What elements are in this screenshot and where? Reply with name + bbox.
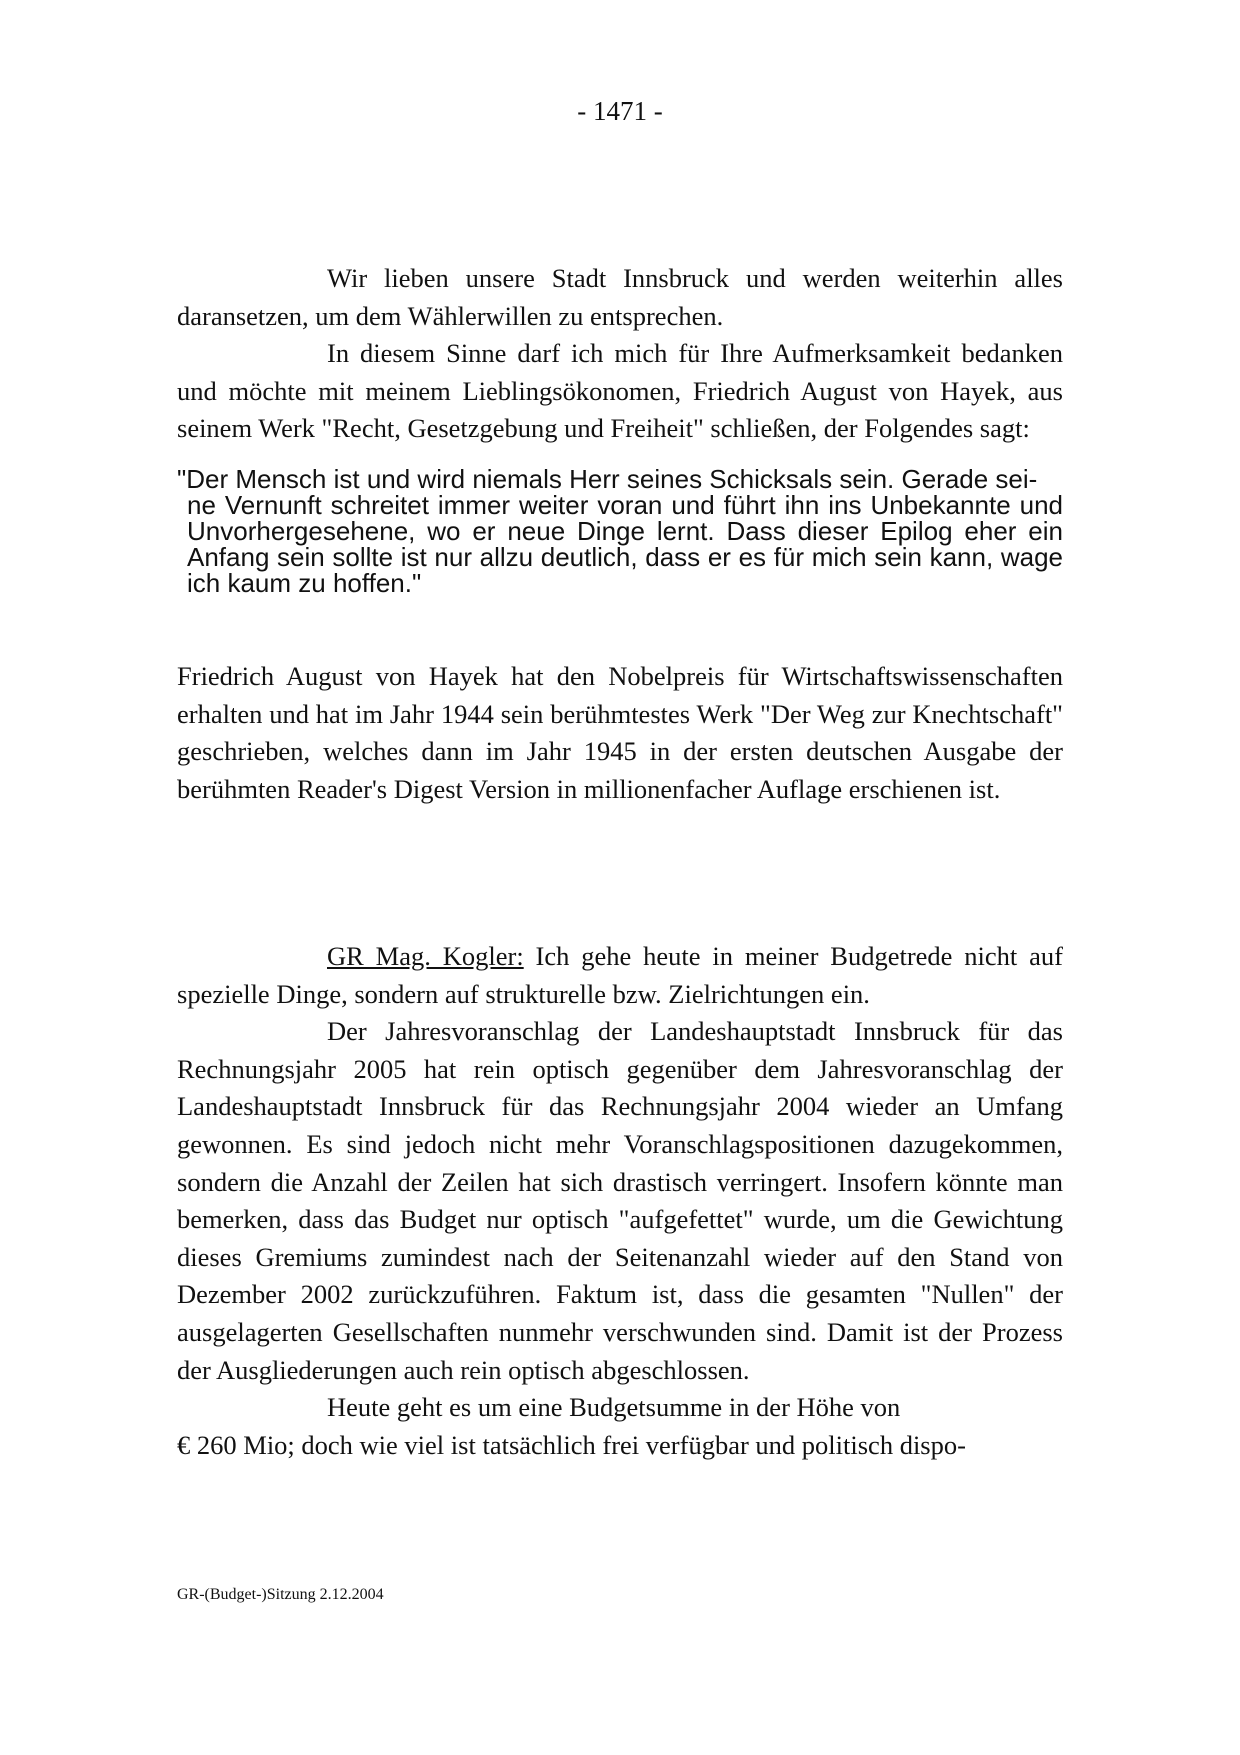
paragraph-budgetsumme-line1: Heute geht es um eine Budgetsumme in der Höhe von — [327, 1392, 901, 1423]
section-hayek-bio — [177, 658, 1063, 808]
paragraph-kogler-intro — [177, 938, 1063, 1013]
section-kogler-speech — [177, 938, 1063, 1464]
paragraph-love-innsbruck: Wir lieben unsere Stadt Innsbruck und werden weiterhin alles daransetzen, um dem Wählerwillen zu entsprechen. — [177, 263, 1063, 331]
speaker-text: Ich gehe heute in meiner Budgetrede nicht auf spezielle Dinge, sondern auf strukturelle bzw. Zielrichtungen ein. — [177, 941, 1063, 1009]
paragraph-hayek-bio: Friedrich August von Hayek hat den Nobelpreis für Wirtschaftswissenschaften erhalten und hat im Jahr 1944 sein berühmtestes Werk "Der Weg zur Knechtschaft" geschrieben, welches dann im Jahr 1945 in der ersten deutschen Ausgabe der berühmten Reader's Digest Version in millionenfacher Auflage erschienen ist. — [177, 661, 1063, 804]
paragraph-thanks: In diesem Sinne darf ich mich für Ihre Aufmerksamkeit bedanken und möchte mit meinem Lieblingsökonomen, Friedrich August von Hayek, aus seinem Werk "Recht, Gesetzgebung und Freiheit" schließen, der Folgendes sagt: — [177, 338, 1063, 444]
page-number: - 1471 - — [577, 96, 663, 126]
speaker-name: GR Mag. Kogler: — [327, 941, 524, 971]
quote-rest: ne Vernunft schreitet immer weiter voran und führt ihn ins Unbekannte und Unvorhergesehene, wo er neue Dinge lernt. Dass dieser Epilog eher ein Anfang sein sollte ist nur allzu deutlich, dass er es für mich sein kann, wage ich kaum zu hoffen." — [187, 490, 1063, 598]
paragraph-jahresvoranschlag: Der Jahresvoranschlag der Landeshauptstadt Innsbruck für das Rechnungsjahr 2005 hat rein optisch gegenüber dem Jahresvoranschlag der Landeshauptstadt Innsbruck für das Rechnungsjahr 2004 wieder an Umfang gewonnen. Es sind jedoch nicht mehr Voranschlagspositionen dazugekommen, sondern die Anzahl der Zeilen hat sich drastisch verringert. Insofern könnte man bemerken, dass das Budget nur optisch "aufgefettet" wurde, um die Gewichtung dieses Gremiums zumindest nach der Seitenanzahl wieder auf den Stand von Dezember 2002 zurückzuführen. Faktum ist, dass die gesamten "Nullen" der ausgelagerten Gesellschaften nunmehr verschwunden sind. Damit ist der Prozess der Ausgliederungen auch rein optisch abgeschlossen. — [177, 1016, 1063, 1385]
hayek-quote — [177, 466, 1063, 596]
quote-first-line: "Der Mensch ist und wird niemals Herr seines Schicksals sein. Gerade sei- — [177, 464, 1038, 494]
section-closing-remarks — [177, 260, 1063, 448]
footer: GR-(Budget-)Sitzung 2.12.2004 — [177, 1586, 384, 1603]
paragraph-budgetsumme-line2: € 260 Mio; doch wie viel ist tatsächlich frei verfügbar und politisch dispo- — [177, 1429, 966, 1460]
